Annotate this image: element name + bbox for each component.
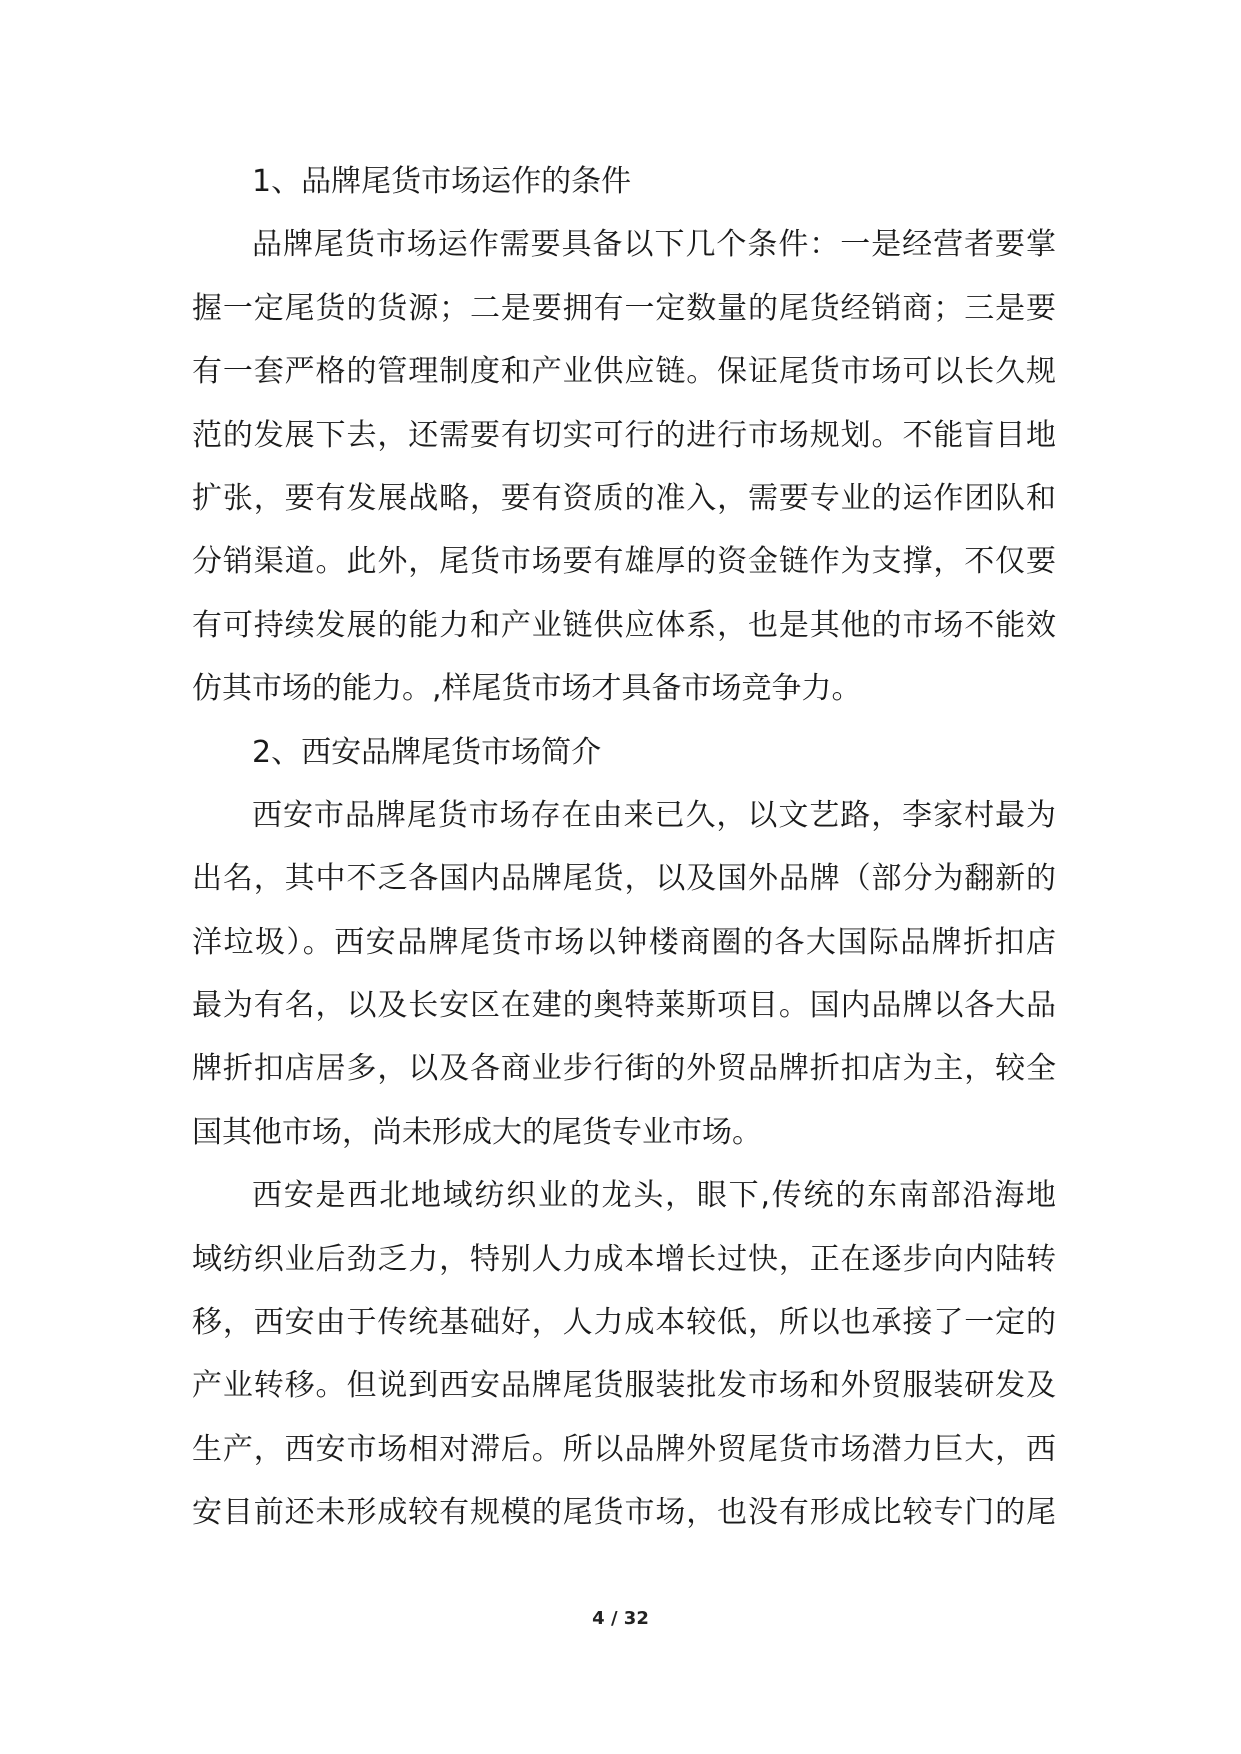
paragraph-line: 国其他市场，尚未形成大的尾货专业市场。 — [192, 1114, 762, 1150]
paragraph-line: 品牌尾货市场运作需要具备以下几个条件：一是经营者要掌 — [252, 227, 1056, 263]
paragraph-line: 域纺织业后劲乏力，特别人力成本增长过快，正在逐步向内陆转 — [192, 1241, 1056, 1277]
paragraph-line: 西安是西北地域纺织业的龙头，眼下,传统的东南部沿海地 — [252, 1178, 1056, 1214]
paragraph-line: 安目前还未形成较有规模的尾货市场，也没有形成比较专门的尾 — [192, 1495, 1056, 1531]
paragraph-line: 最为有名，以及长安区在建的奥特莱斯项目。国内品牌以各大品 — [192, 988, 1056, 1024]
paragraph-line: 西安市品牌尾货市场存在由来已久，以文艺路，李家村最为 — [252, 797, 1056, 833]
paragraph-line: 有可持续发展的能力和产业链供应体系，也是其他的市场不能效 — [192, 607, 1056, 643]
document-body — [192, 150, 1056, 1545]
paragraph-line: 有一套严格的管理制度和产业供应链。保证尾货市场可以长久规 — [192, 354, 1056, 390]
section-heading: 1、品牌尾货市场运作的条件 — [252, 164, 632, 199]
paragraph-line: 产业转移。但说到西安品牌尾货服装批发市场和外贸服装研发及 — [192, 1368, 1056, 1404]
paragraph-line: 范的发展下去，还需要有切实可行的进行市场规划。不能盲目地 — [192, 417, 1056, 453]
paragraph-line: 扩张，要有发展战略，要有资质的准入，需要专业的运作团队和 — [192, 480, 1056, 516]
paragraph-line: 洋垃圾）。西安品牌尾货市场以钟楼商圈的各大国际品牌折扣店 — [192, 924, 1056, 960]
section-heading: 2、西安品牌尾货市场简介 — [252, 734, 602, 770]
paragraph-line: 分销渠道。此外，尾货市场要有雄厚的资金链作为支撑，不仅要 — [192, 544, 1056, 580]
page-number: 4 / 32 — [592, 1608, 649, 1629]
paragraph-line: 牌折扣店居多，以及各商业步行街的外贸品牌折扣店为主，较全 — [192, 1051, 1056, 1087]
paragraph-line: 握一定尾货的货源；二是要拥有一定数量的尾货经销商；三是要 — [192, 290, 1056, 326]
paragraph-line: 出名，其中不乏各国内品牌尾货，以及国外品牌（部分为翻新的 — [192, 861, 1056, 897]
paragraph-line: 仿其市场的能力。,样尾货市场才具备市场竞争力。 — [192, 671, 862, 707]
paragraph-line: 生产，西安市场相对滞后。所以品牌外贸尾货市场潜力巨大，西 — [192, 1431, 1056, 1467]
paragraph-line: 移，西安由于传统基础好，人力成本较低，所以也承接了一定的 — [192, 1305, 1056, 1341]
